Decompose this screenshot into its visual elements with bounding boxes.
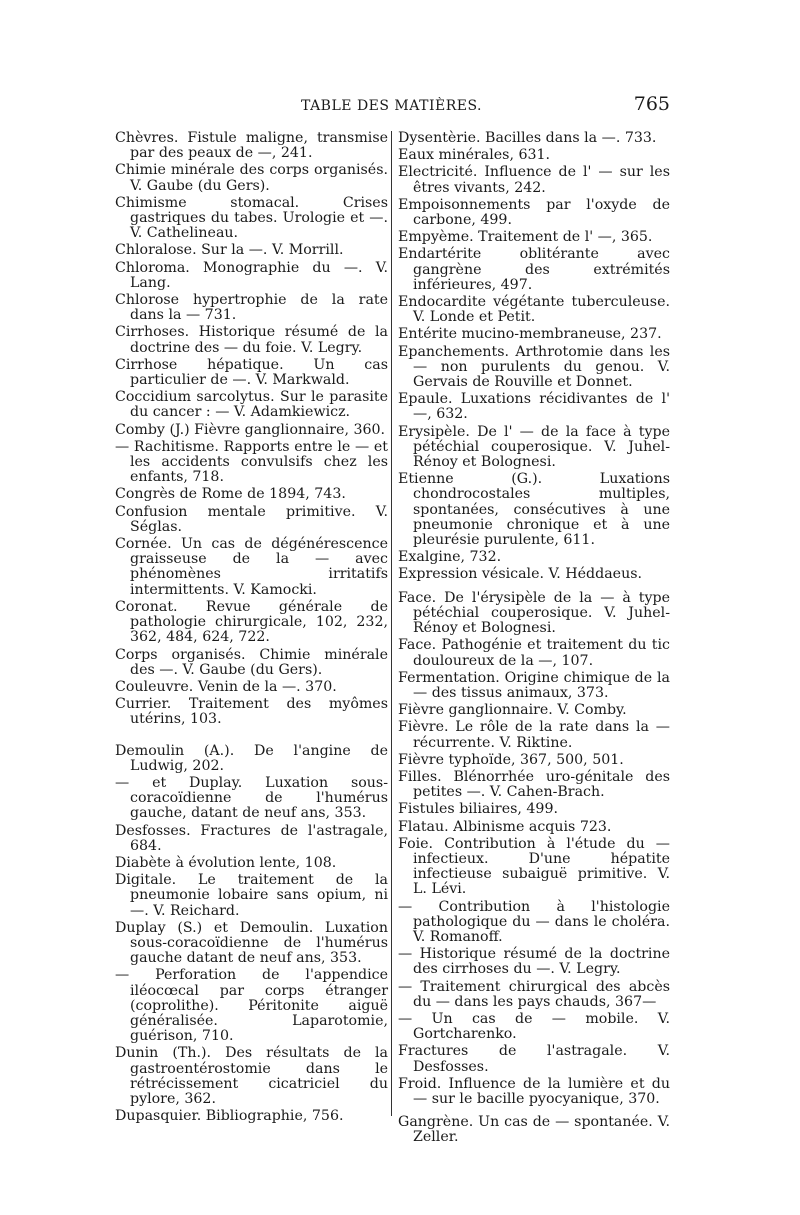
index-entry: Dunin (Th.). Des résultats de la gastroentérostomie dans le rétrécissement cicatriciel du pylore, 362.: [115, 1045, 388, 1107]
index-entry: Cirrhoses. Historique résumé de la doctrine des — du foie. V. Legry.: [115, 324, 388, 356]
index-entry: — et Duplay. Luxation sous-coracoïdienne de l'humérus gauche, datant de neuf ans, 353.: [115, 774, 388, 822]
page-number: 765: [633, 93, 670, 115]
index-entry: Dysentèrie. Bacilles dans la —. 733.: [398, 130, 657, 146]
index-entry: — Perforation de l'appendice iléocœcal par corps étranger (coprolithe). Péritonite aiguë généralisée. Laparotomie, guérison, 710.: [115, 967, 388, 1045]
index-entry: — Historique résumé de la doctrine des cirrhoses du —. V. Legry.: [398, 946, 670, 978]
index-entry: Chloroma. Monographie du —. V. Lang.: [115, 259, 388, 291]
index-entry: Foie. Contribution à l'étude du — infectieux. D'une hépatite infectieuse subaiguë primitive. V. L. Lévi.: [398, 835, 670, 898]
index-entry: Empyème. Traitement de l' —, 365.: [398, 229, 653, 246]
index-entry: Cornée. Un cas de dégénérescence graisseuse de la — avec phénomènes irritatifs intermittents. V. Kamocki.: [115, 536, 388, 598]
right-column: [398, 131, 670, 1148]
index-entry: Eaux minérales, 631.: [398, 147, 551, 164]
index-entry: Epanchements. Arthrotomie dans les — non purulents du genou. V. Gervais de Rouville et Donnet.: [398, 343, 670, 391]
index-entry: — Contribution à l'histologie pathologique du — dans le choléra. V. Romanoff.: [398, 898, 670, 945]
index-entry: Filles. Blénorrhée uro-génitale des petites —. V. Cahen-Brach.: [398, 768, 670, 801]
left-column: [115, 131, 388, 1126]
index-entry: Comby (J.) Fièvre ganglionnaire, 360.: [115, 421, 386, 438]
index-entry: Endartérite oblitérante avec gangrène des extrémités inférieures, 497.: [398, 246, 670, 293]
index-entry: Epaule. Luxations récidivantes de l' —, 632.: [398, 391, 670, 423]
index-entry: Gangrène. Un cas de — spontanée. V. Zeller.: [398, 1114, 670, 1146]
index-entry: Chlorose hypertrophie de la rate dans la — 731.: [115, 292, 388, 324]
index-entry: Entérite mucino-membraneuse, 237.: [398, 326, 662, 343]
index-entry: Chèvres. Fistule maligne, transmise par des peaux de —, 241.: [115, 130, 388, 162]
index-entry: Exalgine, 732.: [398, 549, 502, 566]
index-entry: Fistules biliaires, 499.: [398, 801, 558, 818]
index-entry: — Traitement chirurgical des abcès du — dans les pays chauds, 367—: [398, 978, 670, 1010]
index-entry: Face. Pathogénie et traitement du tic douloureux de la —, 107.: [398, 637, 670, 669]
index-entry: Fièvre ganglionnaire. V. Comby.: [398, 702, 627, 719]
index-entry: Fermentation. Origine chimique de la — des tissus animaux, 373.: [398, 669, 670, 701]
index-entry: Couleuvre. Venin de la —. 370.: [115, 678, 337, 695]
index-entry: Flatau. Albinisme acquis 723.: [398, 818, 612, 835]
index-entry: Etienne (G.). Luxations chondrocostales multiples, spontanées, consécutives à une pneumonie chronique et à une pleurésie purulente, 611.: [398, 471, 670, 549]
index-entry: Erysipèle. De l' — de la face à type pétéchial couperosique. V. Juhel-Rénoy et Bolognesi.: [398, 423, 670, 471]
index-entry: Expression vésicale. V. Héddaeus.: [398, 566, 642, 583]
index-entry: Duplay (S.) et Demoulin. Luxation sous-coracoïdienne de l'humérus gauche datant de neuf ans, 353.: [115, 919, 388, 967]
index-entry: Fièvre typhoïde, 367, 500, 501.: [398, 751, 624, 768]
index-entry: Froid. Influence de la lumière et du — sur le bacille pyocyanique, 370.: [398, 1075, 670, 1107]
index-entry: Confusion mentale primitive. V. Séglas.: [115, 503, 388, 535]
index-entry: Electricité. Influence de l' — sur les êtres vivants, 242.: [398, 164, 670, 196]
index-entry: Digitale. Le traitement de la pneumonie lobaire sans opium, ni —. V. Reichard.: [115, 872, 388, 919]
index-entry: — Rachitisme. Rapports entre le — et les accidents convulsifs chez les enfants, 718.: [115, 438, 388, 486]
column-divider: [391, 131, 392, 1116]
index-entry: — Un cas de — mobile. V. Gortcharenko.: [398, 1010, 670, 1043]
index-entry: Chloralose. Sur la —. V. Morrill.: [115, 242, 344, 259]
index-entry: Empoisonnements par l'oxyde de carbone, 499.: [398, 196, 670, 229]
page-header: [115, 93, 670, 121]
index-entry: Chimie minérale des corps organisés. V. Gaube (du Gers).: [115, 162, 388, 194]
index-entry: Currier. Traitement des myômes utérins, 103.: [115, 696, 388, 728]
index-entry: Dupasquier. Bibliographie, 756.: [115, 1108, 344, 1125]
index-entry: Demoulin (A.). De l'angine de Ludwig, 202.: [115, 742, 388, 774]
index-entry: Face. De l'érysipèle de la — à type pétéchial couperosique. V. Juhel-Rénoy et Bolognesi.: [398, 589, 670, 637]
index-entry: Congrès de Rome de 1894, 743.: [115, 486, 346, 503]
index-entry: Cirrhose hépatique. Un cas particulier de —. V. Markwald.: [115, 356, 388, 389]
index-entry: Desfosses. Fractures de l'astragale, 684.: [115, 822, 388, 854]
index-entry: Diabète à évolution lente, 108.: [115, 854, 337, 871]
index-entry: Coronat. Revue générale de pathologie chirurgicale, 102, 232, 362, 484, 624, 722.: [115, 598, 388, 646]
index-entry: Chimisme stomacal. Crises gastriques du tabes. Urologie et —. V. Cathelineau.: [115, 194, 388, 242]
running-title: TABLE DES MATIÈRES.: [301, 98, 482, 114]
index-entry: Endocardite végétante tuberculeuse. V. Londe et Petit.: [398, 294, 670, 326]
index-entry: Fièvre. Le rôle de la rate dans la — récurrente. V. Riktine.: [398, 719, 670, 751]
index-entry: Coccidium sarcolytus. Sur le parasite du cancer : — V. Adamkiewicz.: [115, 389, 388, 421]
index-entry: Fractures de l'astragale. V. Desfosses.: [398, 1043, 670, 1075]
index-entry: Corps organisés. Chimie minérale des —. V. Gaube (du Gers).: [115, 646, 388, 678]
